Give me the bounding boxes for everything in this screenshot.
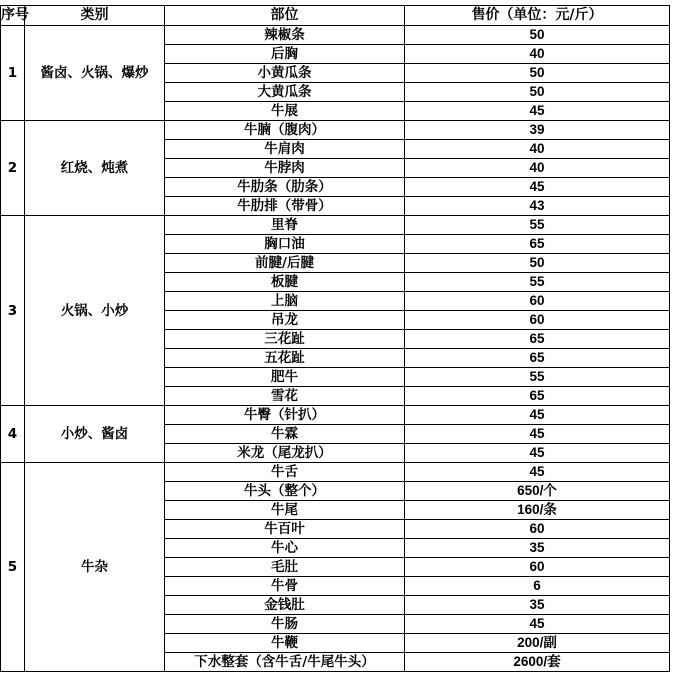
part-price: 45 bbox=[405, 615, 670, 634]
part-price: 50 bbox=[405, 64, 670, 83]
part-price: 60 bbox=[405, 311, 670, 330]
part-name: 金钱肚 bbox=[165, 596, 405, 615]
part-price: 60 bbox=[405, 520, 670, 539]
part-name: 牛舌 bbox=[165, 463, 405, 482]
part-price: 45 bbox=[405, 425, 670, 444]
part-price: 45 bbox=[405, 406, 670, 425]
part-price: 35 bbox=[405, 539, 670, 558]
part-name: 三花趾 bbox=[165, 330, 405, 349]
part-name: 牛展 bbox=[165, 102, 405, 121]
group-category: 火锅、小炒 bbox=[25, 216, 165, 406]
part-name: 下水整套（含牛舌/牛尾牛头） bbox=[165, 653, 405, 672]
part-price: 50 bbox=[405, 26, 670, 45]
header-row bbox=[1, 6, 670, 26]
part-name: 吊龙 bbox=[165, 311, 405, 330]
part-price: 35 bbox=[405, 596, 670, 615]
part-name: 肥牛 bbox=[165, 368, 405, 387]
group-category: 小炒、酱卤 bbox=[25, 406, 165, 463]
part-price: 39 bbox=[405, 121, 670, 140]
part-name: 牛霖 bbox=[165, 425, 405, 444]
part-name: 牛百叶 bbox=[165, 520, 405, 539]
part-price: 6 bbox=[405, 577, 670, 596]
group-category: 红烧、炖煮 bbox=[25, 121, 165, 216]
part-name: 牛鞭 bbox=[165, 634, 405, 653]
header-index: 序号 bbox=[1, 6, 25, 26]
part-name: 牛骨 bbox=[165, 577, 405, 596]
part-name: 牛肋排（带骨） bbox=[165, 197, 405, 216]
part-price: 65 bbox=[405, 235, 670, 254]
part-price: 40 bbox=[405, 45, 670, 64]
part-price: 160/条 bbox=[405, 501, 670, 520]
part-name: 牛尾 bbox=[165, 501, 405, 520]
group-index: 1 bbox=[1, 26, 25, 121]
table-body bbox=[1, 26, 670, 672]
group-index: 4 bbox=[1, 406, 25, 463]
table-row bbox=[1, 216, 670, 235]
part-name: 毛肚 bbox=[165, 558, 405, 577]
part-price: 45 bbox=[405, 463, 670, 482]
part-price: 55 bbox=[405, 216, 670, 235]
group-index: 3 bbox=[1, 216, 25, 406]
group-category: 牛杂 bbox=[25, 463, 165, 672]
table-row bbox=[1, 121, 670, 140]
part-name: 牛肩肉 bbox=[165, 140, 405, 159]
price-table bbox=[0, 5, 670, 672]
part-price: 45 bbox=[405, 444, 670, 463]
part-name: 胸口油 bbox=[165, 235, 405, 254]
header-price: 售价（单位：元/斤） bbox=[405, 6, 670, 26]
header-part: 部位 bbox=[165, 6, 405, 26]
part-name: 小黄瓜条 bbox=[165, 64, 405, 83]
part-price: 50 bbox=[405, 83, 670, 102]
part-price: 65 bbox=[405, 387, 670, 406]
table-row bbox=[1, 463, 670, 482]
header-category: 类别 bbox=[25, 6, 165, 26]
group-category: 酱卤、火锅、爆炒 bbox=[25, 26, 165, 121]
part-name: 辣椒条 bbox=[165, 26, 405, 45]
table-row bbox=[1, 26, 670, 45]
part-name: 牛头（整个） bbox=[165, 482, 405, 501]
part-name: 雪花 bbox=[165, 387, 405, 406]
part-price: 200/副 bbox=[405, 634, 670, 653]
part-price: 650/个 bbox=[405, 482, 670, 501]
part-name: 五花趾 bbox=[165, 349, 405, 368]
part-name: 牛腩（腹肉） bbox=[165, 121, 405, 140]
part-name: 牛肠 bbox=[165, 615, 405, 634]
part-name: 前腱/后腱 bbox=[165, 254, 405, 273]
part-name: 牛臀（针扒） bbox=[165, 406, 405, 425]
part-name: 牛肋条（肋条） bbox=[165, 178, 405, 197]
part-name: 上脑 bbox=[165, 292, 405, 311]
part-price: 65 bbox=[405, 349, 670, 368]
part-price: 60 bbox=[405, 558, 670, 577]
part-name: 板腱 bbox=[165, 273, 405, 292]
part-price: 50 bbox=[405, 254, 670, 273]
part-name: 牛脖肉 bbox=[165, 159, 405, 178]
part-price: 55 bbox=[405, 273, 670, 292]
part-price: 45 bbox=[405, 102, 670, 121]
part-price: 40 bbox=[405, 159, 670, 178]
part-price: 43 bbox=[405, 197, 670, 216]
part-name: 后胸 bbox=[165, 45, 405, 64]
table-row bbox=[1, 406, 670, 425]
part-name: 米龙（尾龙扒） bbox=[165, 444, 405, 463]
part-price: 40 bbox=[405, 140, 670, 159]
part-price: 60 bbox=[405, 292, 670, 311]
part-price: 2600/套 bbox=[405, 653, 670, 672]
group-index: 5 bbox=[1, 463, 25, 672]
group-index: 2 bbox=[1, 121, 25, 216]
part-price: 45 bbox=[405, 178, 670, 197]
part-name: 牛心 bbox=[165, 539, 405, 558]
part-price: 65 bbox=[405, 330, 670, 349]
part-name: 大黄瓜条 bbox=[165, 83, 405, 102]
part-name: 里脊 bbox=[165, 216, 405, 235]
part-price: 55 bbox=[405, 368, 670, 387]
